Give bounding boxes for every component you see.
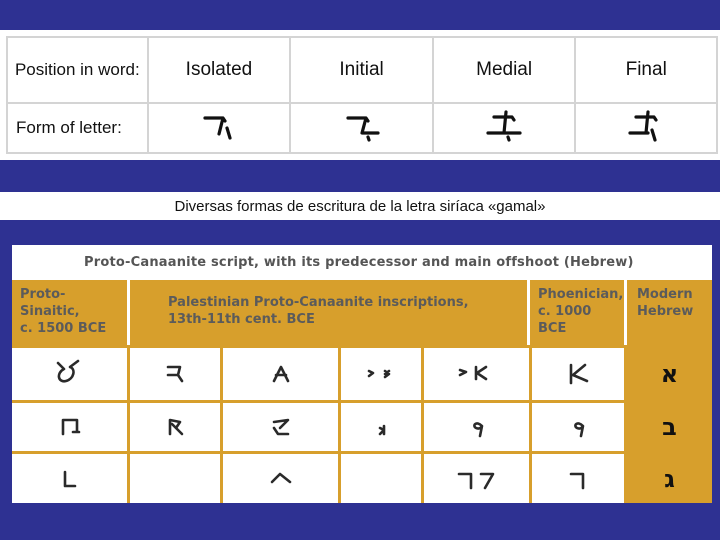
syriac-gamal-table [6,36,718,154]
palestinian-aleph-cell-3 [341,348,421,400]
proto-canaanite-bet-glyph [266,412,296,442]
phoenician-bet-glyph [563,412,593,442]
script-grid [12,345,712,503]
palestinian-aleph-cell-4 [424,348,529,400]
palestinian-bet-cell-1 [130,403,220,451]
proto-canaanite-bet-glyph [462,412,492,442]
phoenician-gimel-cell [532,454,624,503]
syriac-gamal-final-glyph [626,108,666,142]
palestinian-gimel-cell-1 [130,454,220,503]
figure-caption: Diversas formas de escritura de la letra siríaca «gamal» [0,192,720,220]
table-row [7,37,717,103]
palestinian-gimel-cell-4 [424,454,529,503]
header-line: c. 1000 BCE [538,304,592,336]
proto-canaanite-aleph-glyph [452,359,502,389]
proto-sinaitic-house-glyph [53,412,87,442]
hebrew-letter: ב [662,413,677,441]
palestinian-gimel-cell-2 [223,454,338,503]
phoenician-gimel-glyph [563,464,593,494]
proto-canaanite-bet-glyph [160,412,190,442]
hebrew-bet-cell [627,403,712,451]
syriac-table-panel [0,30,720,160]
hebrew-aleph-cell [627,348,712,400]
proto-canaanite-gimel-glyph [264,464,298,494]
sinaitic-bet-cell [12,403,127,451]
syriac-gamal-initial-glyph [342,108,382,142]
column-header-medial: Medial [433,37,576,103]
syriac-gamal-isolated-glyph [199,108,239,142]
proto-sinaitic-ox-head-glyph [50,359,90,389]
proto-canaanite-aleph-glyph [266,359,296,389]
palestinian-bet-cell-4 [424,403,529,451]
chart-title: Proto-Canaanite script, with its predecessor and main offshoot (Hebrew) [84,255,634,270]
header-palestinian [130,280,527,345]
syriac-gamal-medial-glyph [484,108,524,142]
row-label-form: Form of letter: [7,103,148,153]
palestinian-aleph-cell-2 [223,348,338,400]
header-phoenician [530,280,624,345]
row-label-position: Position in word: [7,37,148,103]
proto-canaanite-bet-glyph [366,412,396,442]
header-line: Hebrew [637,304,694,319]
column-header-final: Final [575,37,717,103]
header-line: Phoenician, [538,287,624,302]
proto-canaanite-aleph-glyph [361,359,401,389]
column-header-isolated: Isolated [148,37,291,103]
proto-canaanite-gimel-glyph [447,464,507,494]
proto-canaanite-aleph-glyph [160,359,190,389]
header-line: Modern [637,287,693,302]
glyph-cell-medial [433,103,576,153]
sinaitic-aleph-cell [12,348,127,400]
proto-canaanite-chart [12,245,712,503]
sinaitic-gimel-cell [12,454,127,503]
phoenician-aleph-glyph [561,359,595,389]
header-line: Palestinian Proto-Canaanite inscriptions, [168,295,469,310]
palestinian-bet-cell-2 [223,403,338,451]
header-line: c. 1500 BCE [20,321,107,336]
header-proto-sinaitic [12,280,127,345]
palestinian-gimel-cell-3 [341,454,421,503]
table-row [7,103,717,153]
hebrew-letter: ג [664,464,675,493]
hebrew-letter: א [660,360,679,388]
proto-sinaitic-gimel-glyph [55,464,85,494]
phoenician-bet-cell [532,403,624,451]
header-line: Sinaitic, [20,304,80,319]
column-header-initial: Initial [290,37,433,103]
header-line: Proto- [20,287,66,302]
glyph-cell-initial [290,103,433,153]
palestinian-aleph-cell-1 [130,348,220,400]
hebrew-gimel-cell [627,454,712,503]
palestinian-bet-cell-3 [341,403,421,451]
glyph-cell-final [575,103,717,153]
glyph-cell-isolated [148,103,291,153]
header-modern-hebrew [627,280,712,345]
phoenician-aleph-cell [532,348,624,400]
header-line: 13th-11th cent. BCE [168,312,315,327]
